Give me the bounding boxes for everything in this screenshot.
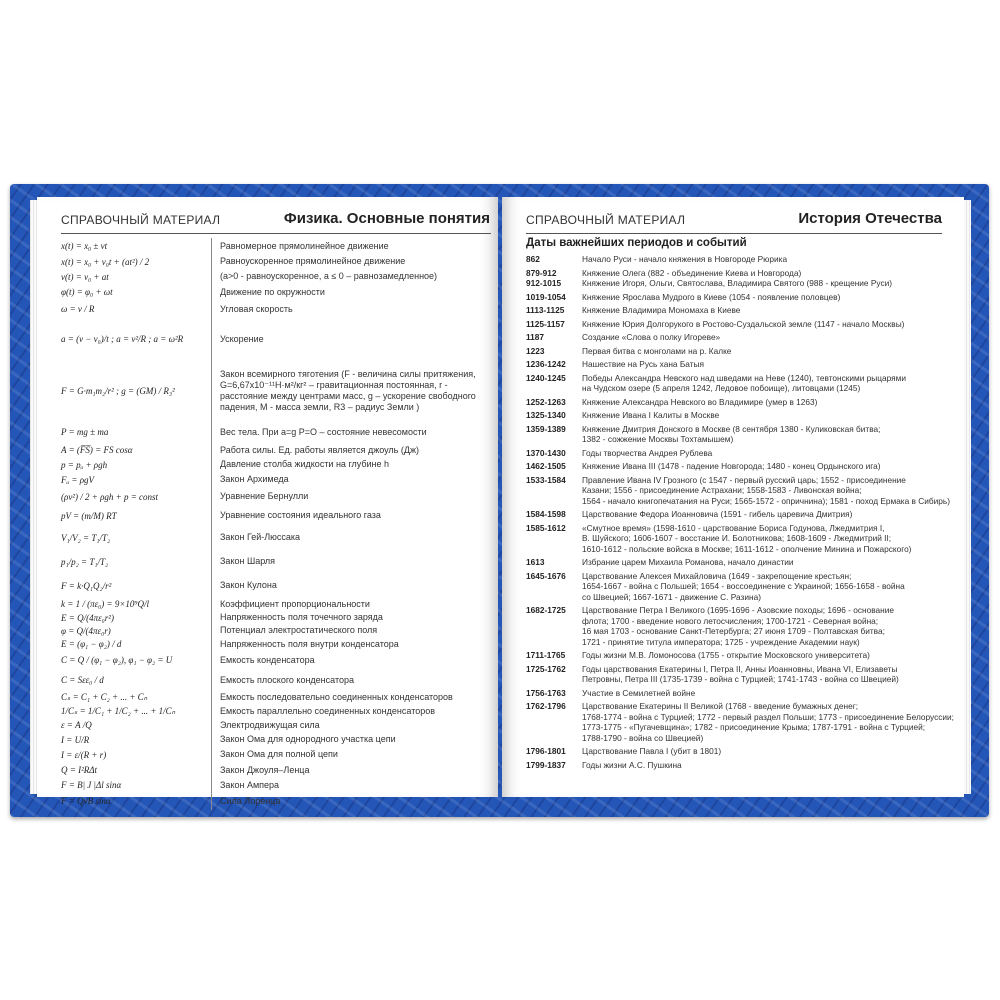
formula-row xyxy=(61,458,486,471)
formula: A = (F̅S̅) = FS cosα xyxy=(61,445,133,455)
formula: I = ε/(R + r) xyxy=(61,749,107,760)
event-description: Царствование Федора Иоанновича (1591 - гибель царевича Дмитрия) xyxy=(582,509,853,519)
formula-description: Закон Гей-Люссака xyxy=(211,526,486,549)
formula-row xyxy=(61,318,486,360)
formula: 1/Cₛ = 1/C₁ + 1/C₂ + ... + 1/Cₙ xyxy=(61,705,176,716)
section-subtitle: Даты важнейших периодов и событий xyxy=(526,237,747,249)
formula: a = (v − v₀)/t ; a = v²/R ; a = ω²R xyxy=(61,334,184,344)
list-item xyxy=(526,701,956,743)
list-item xyxy=(526,461,956,472)
formula-row xyxy=(61,732,486,747)
event-date: 879-912 912-1015 xyxy=(526,267,562,288)
list-item xyxy=(526,410,956,421)
event-description: Княжение Ярослава Мудрого в Киеве (1054 - появление половцев) xyxy=(582,291,841,302)
event-description: Первая битва с монголами на р. Калке xyxy=(582,345,732,356)
event-description: Правление Ивана IV Грозного (с 1547 - первый русский царь; 1552 - присоединение Казани; 1556 - присоединение Астрахани; 1558-1583 - Ливонская война; 1564 - начало книгопечатания на Руси; 1565-1572 - опричнина); 1581 - поход Ермака в Сибирь) xyxy=(582,474,950,506)
event-description: Избрание царем Михаила Романова, начало династии xyxy=(582,557,794,567)
formula-description: Движение по окружности xyxy=(211,284,486,300)
formula-description: Напряженность поля точечного заряда xyxy=(211,611,486,624)
formula: C = Q / (φ₁ − φ₂), φ₁ − φ₂ = U xyxy=(61,655,173,665)
formula: φ = Q/(4πε₀r) xyxy=(61,625,111,636)
list-item xyxy=(526,523,956,555)
formula-row xyxy=(61,442,486,458)
formula-row xyxy=(61,651,486,669)
list-item xyxy=(526,424,956,445)
event-description: Царствование Алексея Михайловича (1649 - закрепощение крестьян; 1654-1667 - война с Польшей; 1654 - воссоединение с Украиной; 1656-1658 - война со Швецией; 1667-1671 - движение С. Разина) xyxy=(582,570,905,602)
list-item xyxy=(526,346,956,357)
event-description: Нашествие на Русь хана Батыя xyxy=(582,359,704,369)
formula-description: Давление столба жидкости на глубине h xyxy=(211,458,486,471)
event-date: 1359-1389 xyxy=(526,423,566,434)
event-description: Княжение Юрия Долгорукого в Ростово-Суздальской земле (1147 - начало Москвы) xyxy=(582,318,905,329)
page-title: История Отечества xyxy=(798,210,942,227)
formula-description: Равноускоренное прямолинейное движение xyxy=(211,254,486,269)
event-date: 1756-1763 xyxy=(526,687,566,698)
event-date: 1325-1340 xyxy=(526,410,566,420)
list-item xyxy=(526,292,956,303)
formula: F = B| J |Δl sinα xyxy=(61,780,122,790)
formula: E = Q/(4πε₀r²) xyxy=(61,612,114,623)
event-description: Победы Александра Невского над шведами на Неве (1240), тевтонскими рыцарями на Чудском озере (5 апреля 1242, Ледовое побоище), литовцами (1245) xyxy=(582,372,906,393)
event-description: Годы жизни М.В. Ломоносова (1755 - открытие Московского университета) xyxy=(582,650,870,660)
formula-description: Ускорение xyxy=(211,318,486,360)
formula-row xyxy=(61,704,486,718)
formula-description: Работа силы. Ед. работы является джоуль (Дж) xyxy=(211,442,486,458)
event-date: 1613 xyxy=(526,557,545,567)
header-label: СПРАВОЧНЫЙ МАТЕРИАЛ xyxy=(526,213,686,227)
formula: Q = I²RΔt xyxy=(61,765,98,775)
event-description: Княжение Ивана III (1478 - падение Новгорода; 1480 - конец Ордынского ига) xyxy=(582,461,881,471)
formula-description: Напряженность поля внутри конденсатора xyxy=(211,637,486,651)
formula: x(t) = x₀ + v₀t + (at²) / 2 xyxy=(61,256,150,267)
event-date: 1223 xyxy=(526,345,545,356)
list-item xyxy=(526,397,956,408)
formula-description: Вес тела. При a=g P=O – состояние невесомости xyxy=(211,422,486,442)
header-divider xyxy=(526,233,942,234)
list-item xyxy=(526,760,956,771)
page-title: Физика. Основные понятия xyxy=(283,210,490,227)
formula-description: Закон Архимеда xyxy=(211,471,486,488)
formula-row xyxy=(61,669,486,691)
formula-row xyxy=(61,526,486,549)
list-item xyxy=(526,475,956,507)
event-date: 1252-1263 xyxy=(526,396,566,407)
list-item xyxy=(526,688,956,699)
page-edges-right xyxy=(963,200,971,794)
list-item xyxy=(526,305,956,316)
list-item xyxy=(526,571,956,603)
event-description: Годы жизни А.С. Пушкина xyxy=(582,759,682,770)
formula-row xyxy=(61,422,486,442)
event-date: 1462-1505 xyxy=(526,461,566,471)
header-label: СПРАВОЧНЫЙ МАТЕРИАЛ xyxy=(61,213,221,227)
event-date: 1187 xyxy=(526,332,544,342)
formula-description: Уравнение состояния идеального газа xyxy=(211,505,486,526)
formula-description: Угловая скорость xyxy=(211,300,486,318)
formula-row xyxy=(61,300,486,318)
event-date: 1725-1762 xyxy=(526,663,566,674)
history-dates-list xyxy=(526,254,956,773)
right-page xyxy=(502,197,964,797)
event-description: Княжение Александра Невского во Владимире (умер в 1263) xyxy=(582,396,818,407)
formula: ω = v / R xyxy=(61,304,95,314)
formula: E = (φ₁ − φ₂) / d xyxy=(61,639,122,649)
event-description: Княжение Ивана I Калиты в Москве xyxy=(582,410,720,420)
event-description: Княжение Владимира Мономаха в Киеве xyxy=(582,305,741,315)
list-item xyxy=(526,268,956,289)
list-item xyxy=(526,557,956,568)
formula: C = Sεε₀ / d xyxy=(61,675,104,685)
event-description: Создание «Слова о полку Игореве» xyxy=(582,332,721,342)
event-description: Участие в Семилетней войне xyxy=(582,687,696,698)
formula: Fₐ = ρgV xyxy=(61,474,95,485)
formula: P = mg ± ma xyxy=(61,427,109,437)
event-description: Царствование Екатерины II Великой (1768 - введение бумажных денег; 1768-1774 - война с Турцией; 1772 - первый раздел Польши; 1773 - присоединение Белоруссии; 1773-1775 - «Пугачевщина»; 1782 - присоединение Крыма; 1787-1791 - война с Турцией; 1788-1790 - война со Швецией) xyxy=(582,701,954,743)
formula: F = k·Q₁Q₂/r² xyxy=(61,580,112,591)
left-page xyxy=(37,197,498,806)
formula: p₁/p₂ = T₁/T₂ xyxy=(61,556,109,567)
formula-row xyxy=(61,762,486,778)
formula-description: Электродвижущая сила xyxy=(211,718,486,732)
formula-row xyxy=(61,238,486,254)
formula: ε = A /Q xyxy=(61,720,92,730)
event-date: 1240-1245 xyxy=(526,372,566,383)
event-date: 1584-1598 xyxy=(526,509,566,519)
formula-row xyxy=(61,747,486,762)
event-date: 1113-1125 xyxy=(526,305,565,315)
formula-description: Закон всемирного тяготения (F - величина силы притяжения, G=6,67x10⁻¹¹Н·м²/кг² – гравитационная постоянная, r - расстояние между центрами масс, g – ускорение свободного падения, M - масса земли, R3 – радиус Земли ) xyxy=(211,360,486,422)
formula-row xyxy=(61,792,486,810)
formula-description: Закон Кулона xyxy=(211,574,486,597)
list-item xyxy=(526,650,956,661)
formula-description: Закон Джоуля–Ленца xyxy=(211,762,486,778)
formula-description: (a>0 - равноускоренное, a ≤ 0 – равнозамедленное) xyxy=(211,269,486,284)
formula: (ρv²) / 2 + ρgh + p = const xyxy=(61,491,159,502)
formula-row xyxy=(61,284,486,300)
formula: x(t) = x₀ ± vt xyxy=(61,241,108,251)
formula-row xyxy=(61,269,486,284)
list-item xyxy=(526,373,956,394)
formula-row xyxy=(61,360,486,422)
formula: v(t) = v₀ + at xyxy=(61,271,109,282)
formula-row xyxy=(61,718,486,732)
formula-description: Уравнение Бернулли xyxy=(211,488,486,505)
formula: F = QvB sinα xyxy=(61,796,111,806)
event-description: «Смутное время» (1598-1610 - царствование Бориса Годунова, Лжедмитрия I, В. Шуйского; 1606-1607 - восстание И. Болотникова; 1608-1609 - Лжедмитрий II; 1610-1612 - польские войска в Москве; 1611-1612 - ополчение Минина и Пожарского) xyxy=(582,522,912,554)
list-item xyxy=(526,746,956,757)
event-description: Княжение Дмитрия Донского в Москве (8 сентября 1380 - Куликовская битва; 1382 - сожжение Москвы Тохтамышем) xyxy=(582,423,881,444)
formula: Cₛ = C₁ + C₂ + ... + Cₙ xyxy=(61,692,148,702)
list-item xyxy=(526,448,956,459)
event-date: 1762-1796 xyxy=(526,701,566,711)
header-divider xyxy=(61,233,491,234)
formula-row xyxy=(61,471,486,488)
event-description: Начало Руси - начало княжения в Новгороде Рюрика xyxy=(582,254,788,264)
event-date: 1585-1612 xyxy=(526,522,566,533)
formula-description: Потенциал электростатического поля xyxy=(211,624,486,637)
event-description: Царствование Павла I (убит в 1801) xyxy=(582,746,722,756)
formula-description: Коэффициент пропорциональности xyxy=(211,597,486,611)
event-description: Годы царствования Екатерины I, Петра II, Анны Иоанновны, Ивана VI, Елизаветы Петровны, Петра III (1735-1739 - война с Турцией; 1741-1743 - война со Швецией) xyxy=(582,663,899,684)
formula: F = G·m₁m₂/r² ; g = (GM) / R₃² xyxy=(61,386,175,396)
formula-description: Закон Ома для полной цепи xyxy=(211,747,486,762)
formula: V₁/V₂ = T₁/T₂ xyxy=(61,532,111,543)
formula-row xyxy=(61,611,486,624)
formula-description: Закон Шарля xyxy=(211,549,486,574)
list-item xyxy=(526,319,956,330)
event-description: Годы творчества Андрея Рублева xyxy=(582,447,713,458)
formula: I = U/R xyxy=(61,734,90,745)
event-date: 1370-1430 xyxy=(526,447,566,458)
formula-row xyxy=(61,254,486,269)
event-description: Царствование Петра I Великого (1695-1696 - Азовские походы; 1696 - основание флота; 1700 - введение нового летосчисления; 1700-1721 - Северная война; 16 мая 1703 - основание Санкт-Петербурга; 27 июня 1709 - Полтавская битва; 1721 - принятие титула императора; 1725 - учреждение Академии наук) xyxy=(582,605,894,647)
formula-description: Емкость параллельно соединенных конденсаторов xyxy=(211,704,486,718)
formula: φ(t) = φ₀ + ωt xyxy=(61,287,113,297)
event-date: 1796-1801 xyxy=(526,746,566,756)
formula-row xyxy=(61,778,486,792)
formula-row xyxy=(61,488,486,505)
list-item xyxy=(526,664,956,685)
event-date: 1682-1725 xyxy=(526,605,566,615)
event-date: 1645-1676 xyxy=(526,570,566,581)
formula-row xyxy=(61,549,486,574)
event-date: 1019-1054 xyxy=(526,291,566,302)
list-item xyxy=(526,605,956,647)
formula-description: Сила Лоренца xyxy=(211,792,486,810)
formula: pV = (m/M) RT xyxy=(61,510,117,521)
formula-row xyxy=(61,574,486,597)
formula-row xyxy=(61,624,486,637)
list-item xyxy=(526,509,956,520)
event-date: 1125-1157 xyxy=(526,318,565,329)
formula-row xyxy=(61,691,486,704)
formula-row xyxy=(61,505,486,526)
event-date: 1236-1242 xyxy=(526,359,566,369)
formula-row xyxy=(61,597,486,611)
list-item xyxy=(526,254,956,265)
formula-table xyxy=(61,238,486,810)
formula-description: Закон Ампера xyxy=(211,778,486,792)
formula-description: Емкость последовательно соединенных конденсаторов xyxy=(211,691,486,704)
event-date: 1533-1584 xyxy=(526,474,566,485)
event-date: 1711-1765 xyxy=(526,650,566,660)
list-item xyxy=(526,332,956,343)
formula-description: Закон Ома для однородного участка цепи xyxy=(211,732,486,747)
list-item xyxy=(526,359,956,370)
event-date: 1799-1837 xyxy=(526,759,566,770)
formula-description: Равномерное прямолинейное движение xyxy=(211,238,486,254)
formula-description: Емкость конденсатора xyxy=(211,651,486,669)
event-description: Княжение Олега (882 - объединение Киева и Новгорода) Княжение Игоря, Ольги, Святослава, Владимира Святого (988 - крещение Руси) xyxy=(582,267,892,288)
formula-row xyxy=(61,637,486,651)
formula: k = 1 / (πε₀) = 9×10⁹Q/l xyxy=(61,599,150,609)
formula-description: Емкость плоского конденсатора xyxy=(211,669,486,691)
formula: p = pₐ + ρgh xyxy=(61,459,108,470)
event-date: 862 xyxy=(526,254,540,264)
